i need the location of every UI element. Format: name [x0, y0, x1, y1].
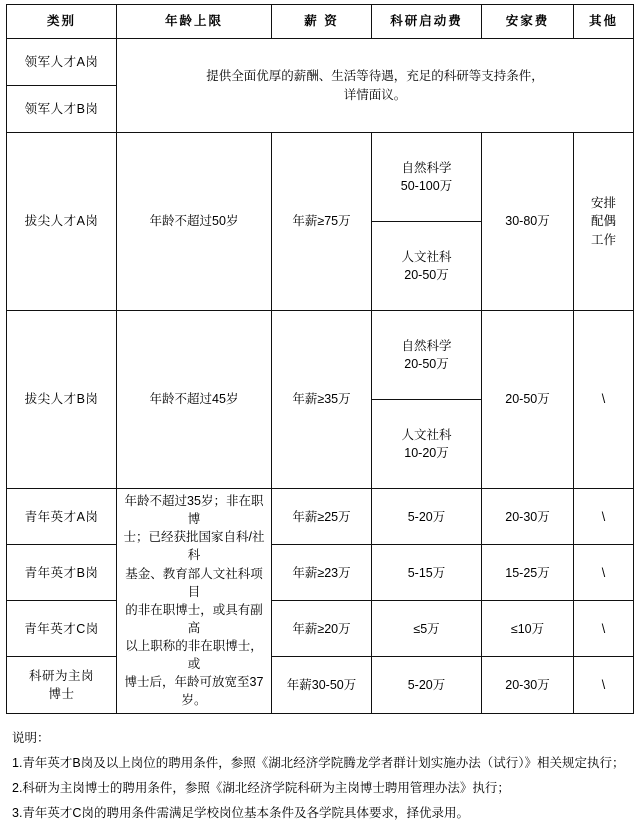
row-label-research-doctor-line2: 博士: [48, 686, 75, 701]
cell-age-top-talent-b: 年龄不超过45岁: [117, 311, 272, 489]
cell-fund-natural-top-talent-a: [372, 133, 482, 222]
cell-settling-young-talent-b: 15-25万: [482, 545, 574, 601]
table-header-row: [7, 5, 634, 39]
cell-other-top-talent-b: \: [574, 311, 634, 489]
table-row: [7, 489, 634, 545]
age-young-line1: 年龄不超过35岁；非在职博: [124, 494, 264, 527]
row-label-young-talent-a: 青年英才A岗: [7, 489, 117, 545]
age-young-line4: 的非在职博士，或具有副高: [125, 602, 263, 635]
row-label-top-talent-a: 拔尖人才A岗: [7, 133, 117, 311]
cell-salary-top-talent-b: 年薪≥35万: [272, 311, 372, 489]
row-label-research-doctor-line1: 科研为主岗: [28, 668, 94, 683]
cell-fund-young-talent-c: ≤5万: [372, 601, 482, 657]
cell-salary-young-talent-b: 年薪≥23万: [272, 545, 372, 601]
column-header-age: 年龄上限: [117, 5, 272, 39]
cell-fund-social-top-talent-b: [372, 400, 482, 489]
fund-social-value-a: 20-50万: [404, 268, 449, 282]
row-label-top-talent-b: 拔尖人才B岗: [7, 311, 117, 489]
row-label-leader-a: 领军人才A岗: [7, 39, 117, 86]
table-row: [7, 39, 634, 86]
fund-social-label-b: 人文社科: [401, 427, 452, 442]
note-item-2: 2.科研为主岗博士的聘用条件，参照《湖北经济学院科研为主岗博士聘用管理办法》执行；: [12, 780, 510, 795]
cell-settling-top-talent-a: 30-80万: [482, 133, 574, 311]
table-row: [7, 545, 634, 601]
cell-other-top-talent-a: [574, 133, 634, 311]
fund-social-label-a: 人文社科: [401, 249, 452, 264]
row-label-research-doctor: [7, 657, 117, 713]
column-header-category: 类别: [7, 5, 117, 39]
cell-other-young-talent-c: \: [574, 601, 634, 657]
age-young-line5: 以上职称的非在职博士，或: [125, 639, 263, 672]
cell-fund-natural-top-talent-b: [372, 311, 482, 400]
age-young-line6: 博士后，年龄可放宽至37: [124, 675, 264, 690]
column-header-other: 其他: [574, 5, 634, 39]
note-item-1: 1.青年英才B岗及以上岗位的聘用条件，参照《湖北经济学院腾龙学者群计划实施办法（试行）》相关规定执行；: [12, 755, 625, 770]
age-young-line3: 基金、教育部人文社科项目: [125, 566, 263, 599]
cell-settling-young-talent-a: 20-30万: [482, 489, 574, 545]
other-line2-a: 配偶: [590, 214, 616, 229]
table-row: [7, 311, 634, 400]
cell-fund-young-talent-b: 5-15万: [372, 545, 482, 601]
merged-notice-cell: [117, 39, 634, 133]
cell-settling-top-talent-b: 20-50万: [482, 311, 574, 489]
talent-recruitment-table: [6, 4, 634, 714]
row-label-young-talent-b: 青年英才B岗: [7, 545, 117, 601]
age-young-line7: 岁。: [181, 693, 207, 708]
column-header-settling-allowance: 安家费: [482, 5, 574, 39]
fund-natural-label-a: 自然科学: [401, 160, 452, 175]
fund-natural-label-b: 自然科学: [401, 338, 452, 353]
cell-salary-young-talent-c: 年薪≥20万: [272, 601, 372, 657]
column-header-salary: 薪 资: [272, 5, 372, 39]
cell-age-top-talent-a: 年龄不超过50岁: [117, 133, 272, 311]
cell-settling-young-talent-c: ≤10万: [482, 601, 574, 657]
cell-salary-research-doctor: 年薪30-50万: [272, 657, 372, 713]
cell-settling-research-doctor: 20-30万: [482, 657, 574, 713]
cell-other-research-doctor: \: [574, 657, 634, 713]
table-row: [7, 133, 634, 222]
cell-salary-top-talent-a: 年薪≥75万: [272, 133, 372, 311]
merged-notice-line1: 提供全面优厚的薪酬、生活等待遇，充足的科研等支持条件，: [206, 69, 544, 84]
merged-notice-line2: 详情面议。: [343, 87, 407, 102]
cell-fund-young-talent-a: 5-20万: [372, 489, 482, 545]
cell-salary-young-talent-a: 年薪≥25万: [272, 489, 372, 545]
other-line1-a: 安排: [590, 196, 616, 211]
table-row: [7, 601, 634, 657]
table-row: [7, 657, 634, 713]
cell-other-young-talent-a: \: [574, 489, 634, 545]
notes-title: 说明：: [12, 730, 50, 745]
row-label-young-talent-c: 青年英才C岗: [7, 601, 117, 657]
cell-fund-research-doctor: 5-20万: [372, 657, 482, 713]
cell-other-young-talent-b: \: [574, 545, 634, 601]
column-header-research-fund: 科研启动费: [372, 5, 482, 39]
other-line3-a: 工作: [590, 232, 616, 247]
age-young-line2: 士；已经获批国家自科/社科: [123, 530, 265, 563]
cell-fund-social-top-talent-a: [372, 222, 482, 311]
fund-social-value-b: 10-20万: [404, 446, 449, 460]
cell-age-young-talent-group: [117, 489, 272, 714]
row-label-leader-b: 领军人才B岗: [7, 86, 117, 133]
fund-natural-value-b: 20-50万: [404, 357, 449, 371]
fund-natural-value-a: 50-100万: [400, 179, 453, 193]
notes-section: [6, 726, 633, 826]
note-item-3: 3.青年英才C岗的聘用条件需满足学校岗位基本条件及各学院具体要求，择优录用。: [12, 805, 469, 820]
